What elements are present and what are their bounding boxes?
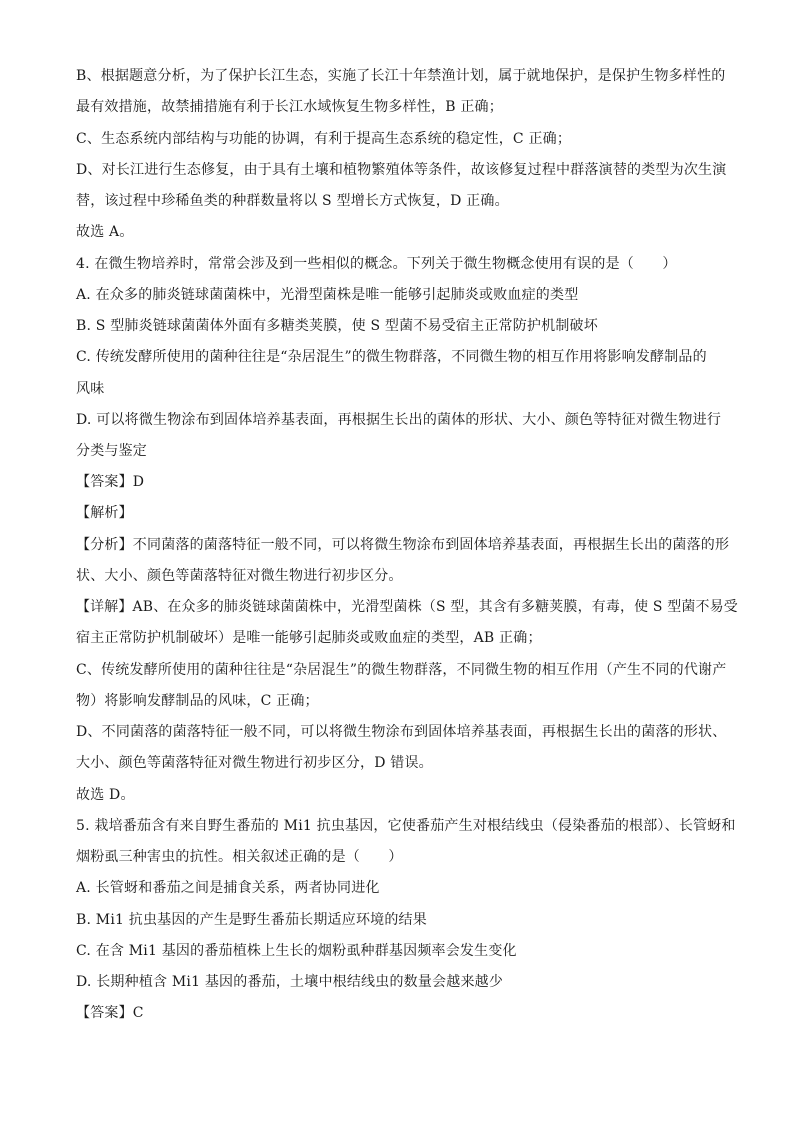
question-5-stem-cont: 烟粉虱三种害虫的抗性。相关叙述正确的是（ ） [76, 849, 403, 865]
answer-choice-line: 故选 D。 [76, 787, 135, 803]
answer-choice-line: 故选 A。 [76, 224, 134, 240]
text-line: B、根据题意分析，为了保护长江生态，实施了长江十年禁渔计划，属于就地保护，是保护生物多样性的 [76, 68, 726, 84]
question-4-stem: 4. 在微生物培养时，常常会涉及到一些相似的概念。下列关于微生物概念使用有误的是（ ） [76, 256, 677, 272]
question-4-option-a: A. 在众多的肺炎链球菌菌株中，光滑型菌株是唯一能够引起肺炎或败血症的类型 [76, 287, 579, 303]
text-line: 替，该过程中珍稀鱼类的种群数量将以 S 型增长方式恢复，D 正确。 [76, 193, 509, 209]
text-line: D、对长江进行生态修复，由于具有土壤和植物繁殖体等条件，故该修复过程中群落演替的类型为次生演 [76, 162, 727, 178]
answer-label: 【答案】D [76, 474, 145, 490]
analysis-text: 【分析】不同菌落的菌落特征一般不同，可以将微生物涂布到固体培养基表面，再根据生长出的菌落的形 [76, 537, 730, 553]
analysis-label: 【解析】 [76, 505, 133, 521]
detail-text: 大小、颜色等菌落特征对微生物进行初步区分，D 错误。 [76, 755, 433, 771]
question-4-option-c: C. 传统发酵所使用的菌种往往是“杂居混生”的微生物群落，不同微生物的相互作用将影响发酵制品的 [76, 349, 707, 365]
question-4-option-d: D. 可以将微生物涂布到固体培养基表面，再根据生长出的菌体的形状、大小、颜色等特征对微生物进行 [76, 412, 722, 428]
question-5-stem: 5. 栽培番茄含有来自野生番茄的 Mi1 抗虫基因，它使番茄产生对根结线虫（侵染番茄的根部）、长管蚜和 [76, 818, 736, 834]
question-4-option-b: B. S 型肺炎链球菌菌体外面有多糖类荚膜，使 S 型菌不易受宿主正常防护机制破坏 [76, 318, 598, 334]
question-4-option-d-cont: 分类与鉴定 [76, 443, 147, 459]
question-5-option-b: B. Mi1 抗虫基因的产生是野生番茄长期适应环境的结果 [76, 912, 427, 928]
question-5-option-d: D. 长期种植含 Mi1 基因的番茄，土壤中根结线虫的数量会越来越少 [76, 974, 504, 990]
detail-text: D、不同菌落的菌落特征一般不同，可以将微生物涂布到固体培养基表面，再根据生长出的菌落的形状、 [76, 724, 727, 740]
detail-text: 宿主正常防护机制破坏）是唯一能够引起肺炎或败血症的类型，AB 正确； [76, 630, 542, 646]
analysis-text: 状、大小、颜色等菌落特征对微生物进行初步区分。 [76, 568, 403, 584]
detail-text: 物）将影响发酵制品的风味，C 正确； [76, 693, 319, 709]
question-5-option-a: A. 长管蚜和番茄之间是捕食关系，两者协同进化 [76, 880, 380, 896]
text-line: 最有效措施，故禁捕措施有利于长江水域恢复生物多样性，B 正确； [76, 99, 503, 115]
text-line: C、生态系统内部结构与功能的协调，有利于提高生态系统的稳定性，C 正确； [76, 131, 572, 147]
detail-text: 【详解】AB、在众多的肺炎链球菌菌株中，光滑型菌株（S 型，其含有多糖荚膜，有毒，使 S 型菌不易受 [76, 599, 738, 615]
answer-label: 【答案】C [76, 1005, 144, 1021]
detail-text: C、传统发酵所使用的菌种往往是“杂居混生”的微生物群落，不同微生物的相互作用（产生不同的代谢产 [76, 662, 727, 678]
question-4-option-c-cont: 风味 [76, 381, 105, 397]
question-5-option-c: C. 在含 Mi1 基因的番茄植株上生长的烟粉虱种群基因频率会发生变化 [76, 943, 517, 959]
